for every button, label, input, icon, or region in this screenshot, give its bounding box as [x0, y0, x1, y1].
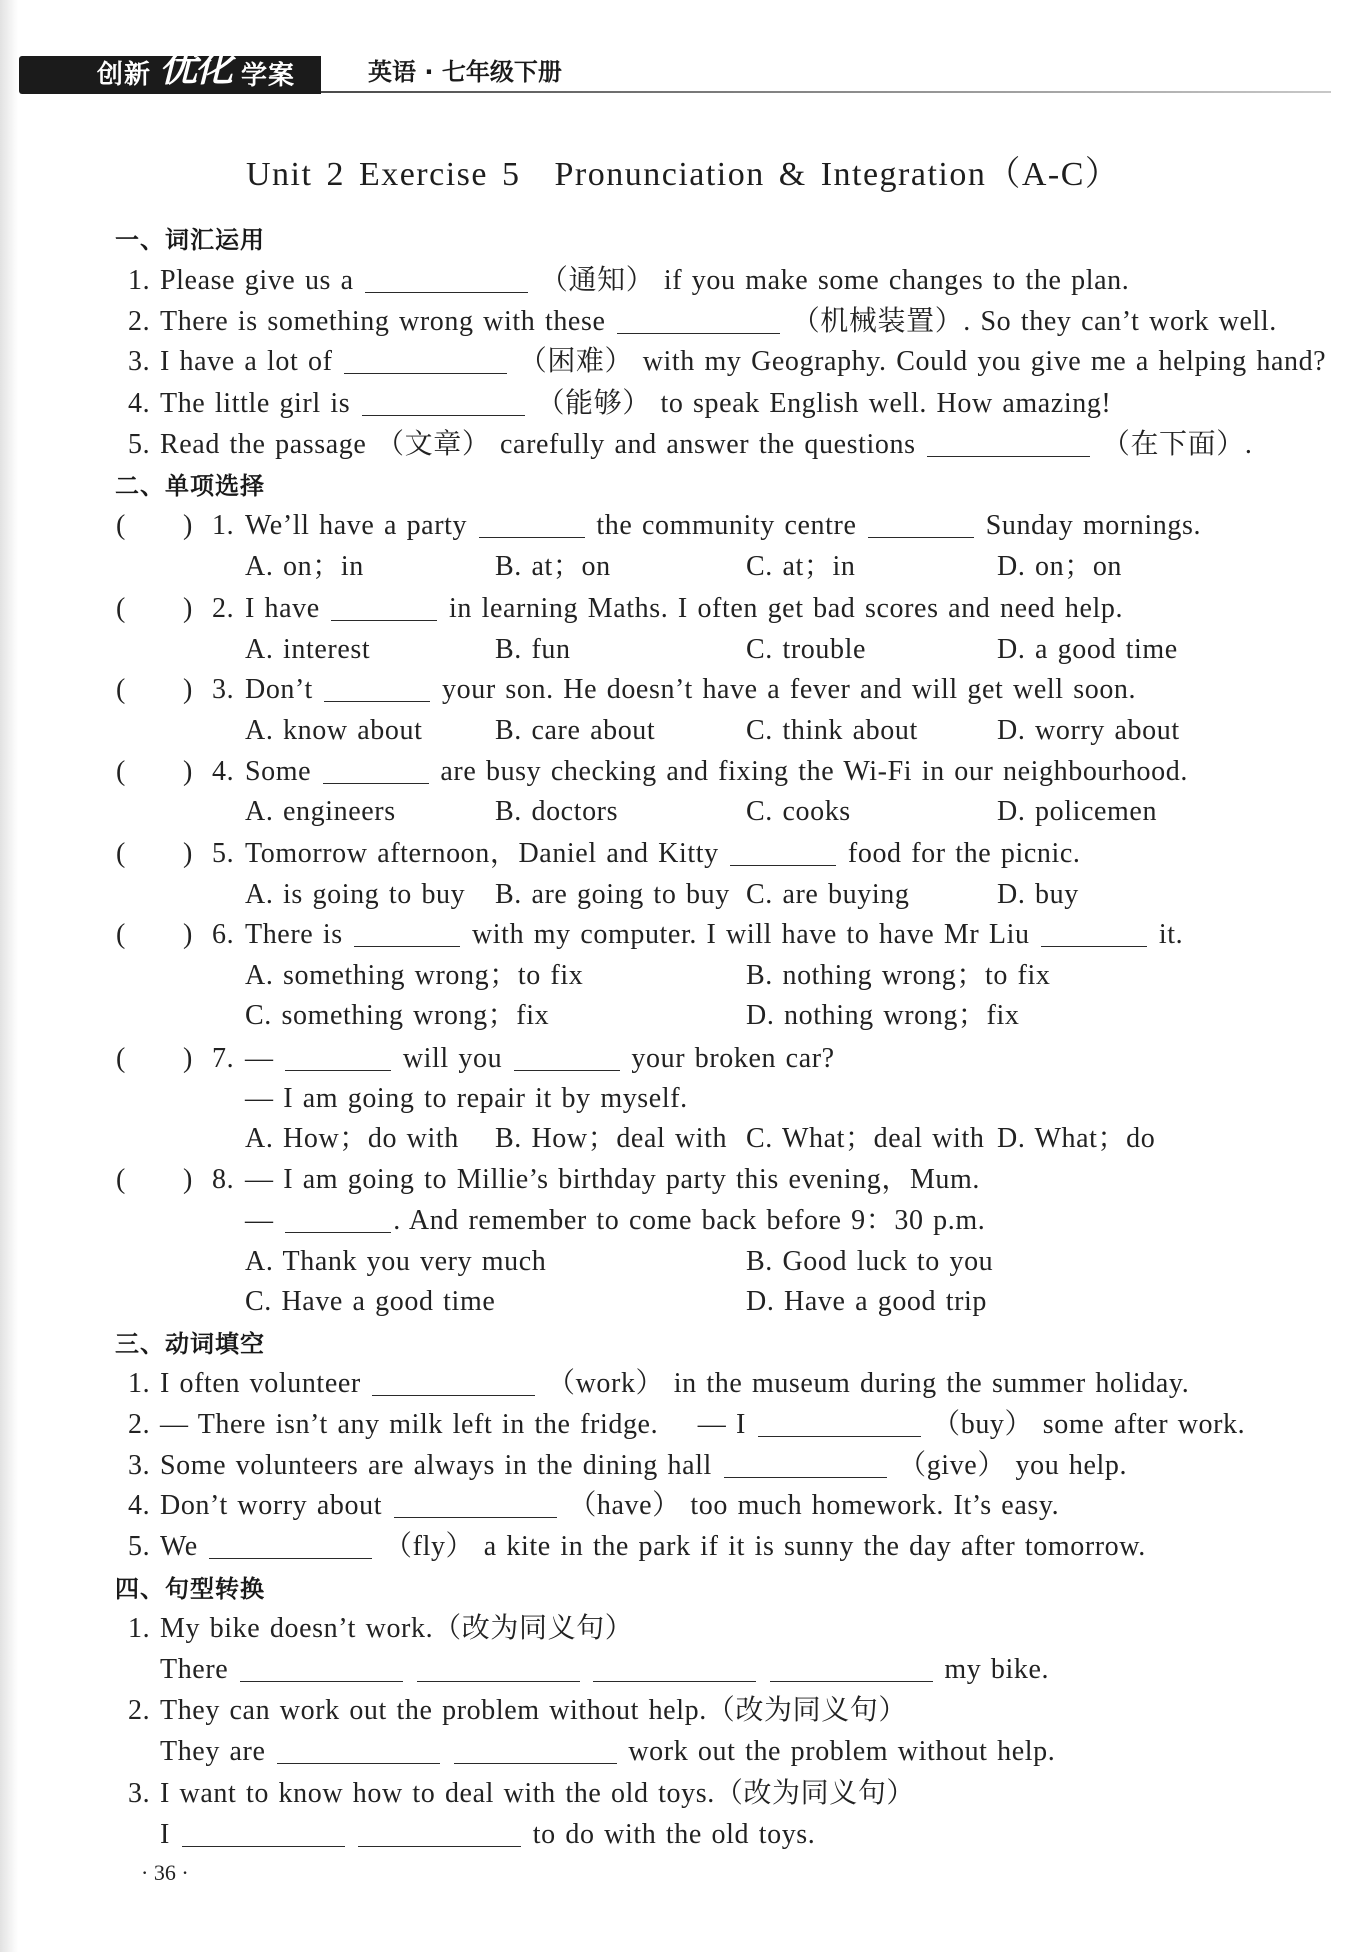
option-b: B. fun — [495, 634, 571, 665]
item-number: 3. — [128, 346, 151, 377]
item-text: Some volunteers are always in the dining hall — [160, 1450, 712, 1481]
verb-item — [128, 1486, 1059, 1526]
answer-blank — [365, 266, 528, 293]
option-c: C. trouble — [746, 634, 866, 665]
title-topic: Pronunciation & Integration（A-C） — [554, 156, 1121, 193]
option-b: B. are going to buy — [495, 879, 730, 910]
answer-bracket-close: ) — [183, 1043, 193, 1074]
answer-blank — [617, 307, 780, 334]
option-d: D. What；do — [997, 1123, 1156, 1154]
question-stem — [245, 670, 1136, 710]
option-c: C. at；in — [746, 551, 856, 582]
stem-text: it. — [1158, 919, 1184, 950]
vocab-item — [128, 384, 1111, 424]
answer-bracket-open: ( — [116, 756, 126, 787]
item-text: （give） you help. — [898, 1450, 1128, 1481]
answer-blank — [730, 839, 836, 866]
item-number: 5. — [128, 429, 151, 460]
item-text: I often volunteer — [160, 1368, 361, 1399]
answer-bracket-close: ) — [183, 1164, 193, 1195]
choice-question — [0, 752, 1350, 792]
item-text: Don’t worry about — [160, 1490, 383, 1521]
answer-blank — [209, 1532, 372, 1559]
choice-question-line2 — [0, 1201, 1350, 1241]
stem-text: in learning Maths. I often get bad scores and need help. — [449, 593, 1124, 624]
answer-blank — [724, 1451, 887, 1478]
stem-text: Don’t — [245, 674, 313, 705]
rewrite-answer-line — [160, 1650, 1049, 1690]
option-b: B. How；deal with — [495, 1123, 728, 1154]
answer-bracket-open: ( — [116, 510, 126, 541]
rewrite-answer-line — [160, 1732, 1055, 1772]
answer-bracket-close: ) — [183, 674, 193, 705]
option-c: C. think about — [746, 715, 918, 746]
item-number: 2. — [128, 1695, 151, 1726]
question-stem — [245, 589, 1123, 629]
section-heading-choice: 二、单项选择 — [115, 472, 265, 500]
stem-text: Sunday mornings. — [985, 510, 1202, 541]
brand-text: 学案 — [241, 61, 296, 91]
item-number: 3. — [128, 1450, 151, 1481]
option-b: B. nothing wrong；to fix — [746, 960, 1051, 991]
rewrite-item — [128, 1691, 907, 1731]
option-b: B. Good luck to you — [746, 1246, 994, 1277]
item-text: （fly） a kite in the park if it is sunny the day after tomorrow. — [384, 1531, 1146, 1562]
item-text: （困难） with my Geography. Could you give me a helping hand? — [518, 346, 1327, 377]
stem-text: are busy checking and fixing the Wi-Fi in our neighbourhood. — [440, 756, 1188, 787]
answer-blank — [324, 675, 430, 702]
item-text: Please give us a — [160, 265, 354, 296]
rewrite-item — [128, 1609, 633, 1649]
stem-text: with my computer. I will have to have Mr Liu — [471, 919, 1030, 950]
question-number: 7. — [212, 1043, 235, 1074]
answer-blank — [240, 1655, 403, 1682]
option-a: A. Thank you very much — [245, 1246, 547, 1277]
answer-blank — [770, 1655, 933, 1682]
stem-text: — I am going to Millie’s birthday party this evening，Mum. — [245, 1164, 981, 1195]
answer-blank — [323, 757, 429, 784]
item-text: I have a lot of — [160, 346, 333, 377]
answer-blank — [277, 1737, 440, 1764]
option-a: A. How；do with — [245, 1123, 459, 1154]
stem-text: the community centre — [596, 510, 857, 541]
choice-question-line2 — [0, 1079, 1350, 1119]
choice-question — [0, 834, 1350, 874]
option-c: C. cooks — [746, 796, 851, 827]
item-text: Read the passage （文章） carefully and answer the questions — [160, 429, 916, 460]
item-number: 4. — [128, 388, 151, 419]
question-stem — [245, 1201, 985, 1241]
item-text: （机械装置）. So they can’t work well. — [791, 306, 1277, 337]
answer-blank — [285, 1206, 391, 1233]
answer-bracket-close: ) — [183, 919, 193, 950]
section-heading-verbs: 三、动词填空 — [115, 1330, 265, 1358]
brand-logo — [19, 46, 321, 94]
question-number: 1. — [212, 510, 235, 541]
option-a: A. interest — [245, 634, 371, 665]
item-text: The little girl is — [160, 388, 351, 419]
option-a: A. something wrong；to fix — [245, 960, 584, 991]
option-a: A. on；in — [245, 551, 364, 582]
option-c: C. What；deal with — [746, 1123, 985, 1154]
answer-blank — [758, 1410, 921, 1437]
item-text: My bike doesn’t work.（改为同义句） — [160, 1613, 634, 1644]
subject-label: 英语 · 七年级下册 — [368, 58, 562, 86]
choice-question — [0, 506, 1350, 546]
answer-text: work out the problem without help. — [628, 1736, 1056, 1767]
answer-bracket-close: ) — [183, 510, 193, 541]
answer-bracket-close: ) — [183, 756, 193, 787]
answer-blank — [344, 347, 507, 374]
stem-text: . And remember to come back before 9：30 p.m. — [393, 1205, 986, 1236]
choice-options — [0, 547, 1350, 587]
choice-options — [0, 1242, 1350, 1282]
choice-options — [0, 996, 1350, 1036]
option-d: D. policemen — [997, 796, 1158, 827]
brand-text-stylized: 优化 — [159, 46, 232, 90]
item-number: 2. — [128, 1409, 151, 1440]
page-number: · 36 · — [141, 1860, 189, 1885]
option-b: B. at；on — [495, 551, 611, 582]
option-d: D. buy — [997, 879, 1079, 910]
vocab-item — [128, 302, 1277, 342]
answer-bracket-open: ( — [116, 674, 126, 705]
option-c: C. Have a good time — [245, 1286, 496, 1317]
stem-text: — — [245, 1043, 274, 1074]
option-b: B. doctors — [495, 796, 619, 827]
item-text: I want to know how to deal with the old toys.（改为同义句） — [160, 1778, 916, 1809]
answer-text: my bike. — [944, 1654, 1050, 1685]
choice-question — [0, 1160, 1350, 1200]
answer-bracket-open: ( — [116, 1043, 126, 1074]
stem-text: your son. He doesn’t have a fever and will get well soon. — [442, 674, 1137, 705]
item-number: 2. — [128, 306, 151, 337]
stem-text: food for the picnic. — [847, 838, 1081, 869]
section-heading-rewrite: 四、句型转换 — [115, 1575, 265, 1603]
stem-text: I have — [245, 593, 320, 624]
answer-blank — [593, 1655, 756, 1682]
answer-blank — [182, 1820, 345, 1847]
item-number: 1. — [128, 1368, 151, 1399]
answer-bracket-close: ) — [183, 838, 193, 869]
item-text: （能够） to speak English well. How amazing! — [536, 388, 1112, 419]
answer-text: There — [160, 1654, 229, 1685]
rewrite-answer-line — [160, 1815, 815, 1855]
option-b: B. care about — [495, 715, 656, 746]
stem-text: Tomorrow afternoon，Daniel and Kitty — [245, 838, 719, 869]
answer-blank — [479, 511, 585, 538]
item-text: — I — [697, 1409, 746, 1440]
question-number: 3. — [212, 674, 235, 705]
item-text: （通知） if you make some changes to the plan. — [539, 265, 1130, 296]
question-number: 5. — [212, 838, 235, 869]
rewrite-item — [128, 1774, 915, 1814]
answer-text: They are — [160, 1736, 266, 1767]
section-heading-vocab: 一、词汇运用 — [115, 226, 265, 254]
choice-options — [0, 1282, 1350, 1322]
option-a: A. know about — [245, 715, 423, 746]
answer-text: I — [160, 1819, 170, 1850]
choice-question — [0, 589, 1350, 629]
option-c: C. are buying — [746, 879, 910, 910]
item-number: 3. — [128, 1778, 151, 1809]
choice-options — [0, 711, 1350, 751]
answer-bracket-close: ) — [183, 593, 193, 624]
verb-item — [128, 1364, 1189, 1404]
verb-item — [128, 1527, 1146, 1567]
item-text: （buy） some after work. — [932, 1409, 1246, 1440]
vocab-item — [128, 425, 1252, 465]
answer-blank — [454, 1737, 617, 1764]
answer-bracket-open: ( — [116, 919, 126, 950]
question-stem — [245, 915, 1183, 955]
answer-blank — [927, 430, 1090, 457]
answer-blank — [285, 1044, 391, 1071]
item-text: （在下面）. — [1101, 429, 1253, 460]
choice-options — [0, 875, 1350, 915]
stem-text: There is — [245, 919, 343, 950]
item-text: We — [160, 1531, 198, 1562]
stem-text: your broken car? — [631, 1043, 835, 1074]
item-number: 4. — [128, 1490, 151, 1521]
brand-text: 创新 — [97, 60, 152, 90]
answer-blank — [394, 1491, 557, 1518]
answer-blank — [331, 594, 437, 621]
page-title — [246, 152, 1120, 198]
stem-text: — I am going to repair it by myself. — [245, 1083, 688, 1114]
choice-question — [0, 915, 1350, 955]
answer-text: to do with the old toys. — [532, 1819, 816, 1850]
item-number: 1. — [128, 1613, 151, 1644]
option-c: C. something wrong；fix — [245, 1000, 550, 1031]
question-number: 4. — [212, 756, 235, 787]
choice-options — [0, 1119, 1350, 1159]
option-a: A. is going to buy — [245, 879, 466, 910]
choice-question — [0, 670, 1350, 710]
item-number: 5. — [128, 1531, 151, 1562]
answer-blank — [1041, 920, 1147, 947]
stem-text: Some — [245, 756, 312, 787]
item-text: There is something wrong with these — [160, 306, 606, 337]
option-d: D. a good time — [997, 634, 1178, 665]
answer-blank — [362, 389, 525, 416]
option-d: D. worry about — [997, 715, 1180, 746]
header-divider — [321, 91, 1331, 93]
answer-blank — [354, 920, 460, 947]
title-main: Unit 2 Exercise 5 — [246, 156, 521, 193]
stem-text: We’ll have a party — [245, 510, 468, 541]
answer-blank — [372, 1369, 535, 1396]
vocab-item — [128, 342, 1326, 382]
answer-blank — [417, 1655, 580, 1682]
choice-options — [0, 630, 1350, 670]
question-number: 8. — [212, 1164, 235, 1195]
answer-bracket-open: ( — [116, 593, 126, 624]
question-stem — [245, 1039, 835, 1079]
option-a: A. engineers — [245, 796, 396, 827]
question-stem — [245, 506, 1201, 546]
item-text: （have） too much homework. It’s easy. — [568, 1490, 1060, 1521]
choice-options — [0, 956, 1350, 996]
choice-question — [0, 1039, 1350, 1079]
answer-bracket-open: ( — [116, 838, 126, 869]
question-stem — [245, 752, 1188, 792]
item-text: — There isn’t any milk left in the fridge. — [160, 1409, 659, 1440]
stem-text: — — [245, 1205, 274, 1236]
option-d: D. nothing wrong；fix — [746, 1000, 1020, 1031]
question-number: 6. — [212, 919, 235, 950]
choice-options — [0, 792, 1350, 832]
answer-blank — [868, 511, 974, 538]
item-text: （work） in the museum during the summer holiday. — [547, 1368, 1190, 1399]
answer-blank — [358, 1820, 521, 1847]
verb-item — [128, 1405, 1245, 1445]
item-text: They can work out the problem without help.（改为同义句） — [160, 1695, 907, 1726]
option-d: D. on；on — [997, 551, 1123, 582]
option-d: D. Have a good trip — [746, 1286, 988, 1317]
answer-bracket-open: ( — [116, 1164, 126, 1195]
item-number: 1. — [128, 265, 151, 296]
answer-blank — [514, 1044, 620, 1071]
verb-item — [128, 1446, 1127, 1486]
stem-text: will you — [402, 1043, 503, 1074]
question-number: 2. — [212, 593, 235, 624]
vocab-item — [128, 261, 1129, 301]
question-stem — [245, 834, 1081, 874]
